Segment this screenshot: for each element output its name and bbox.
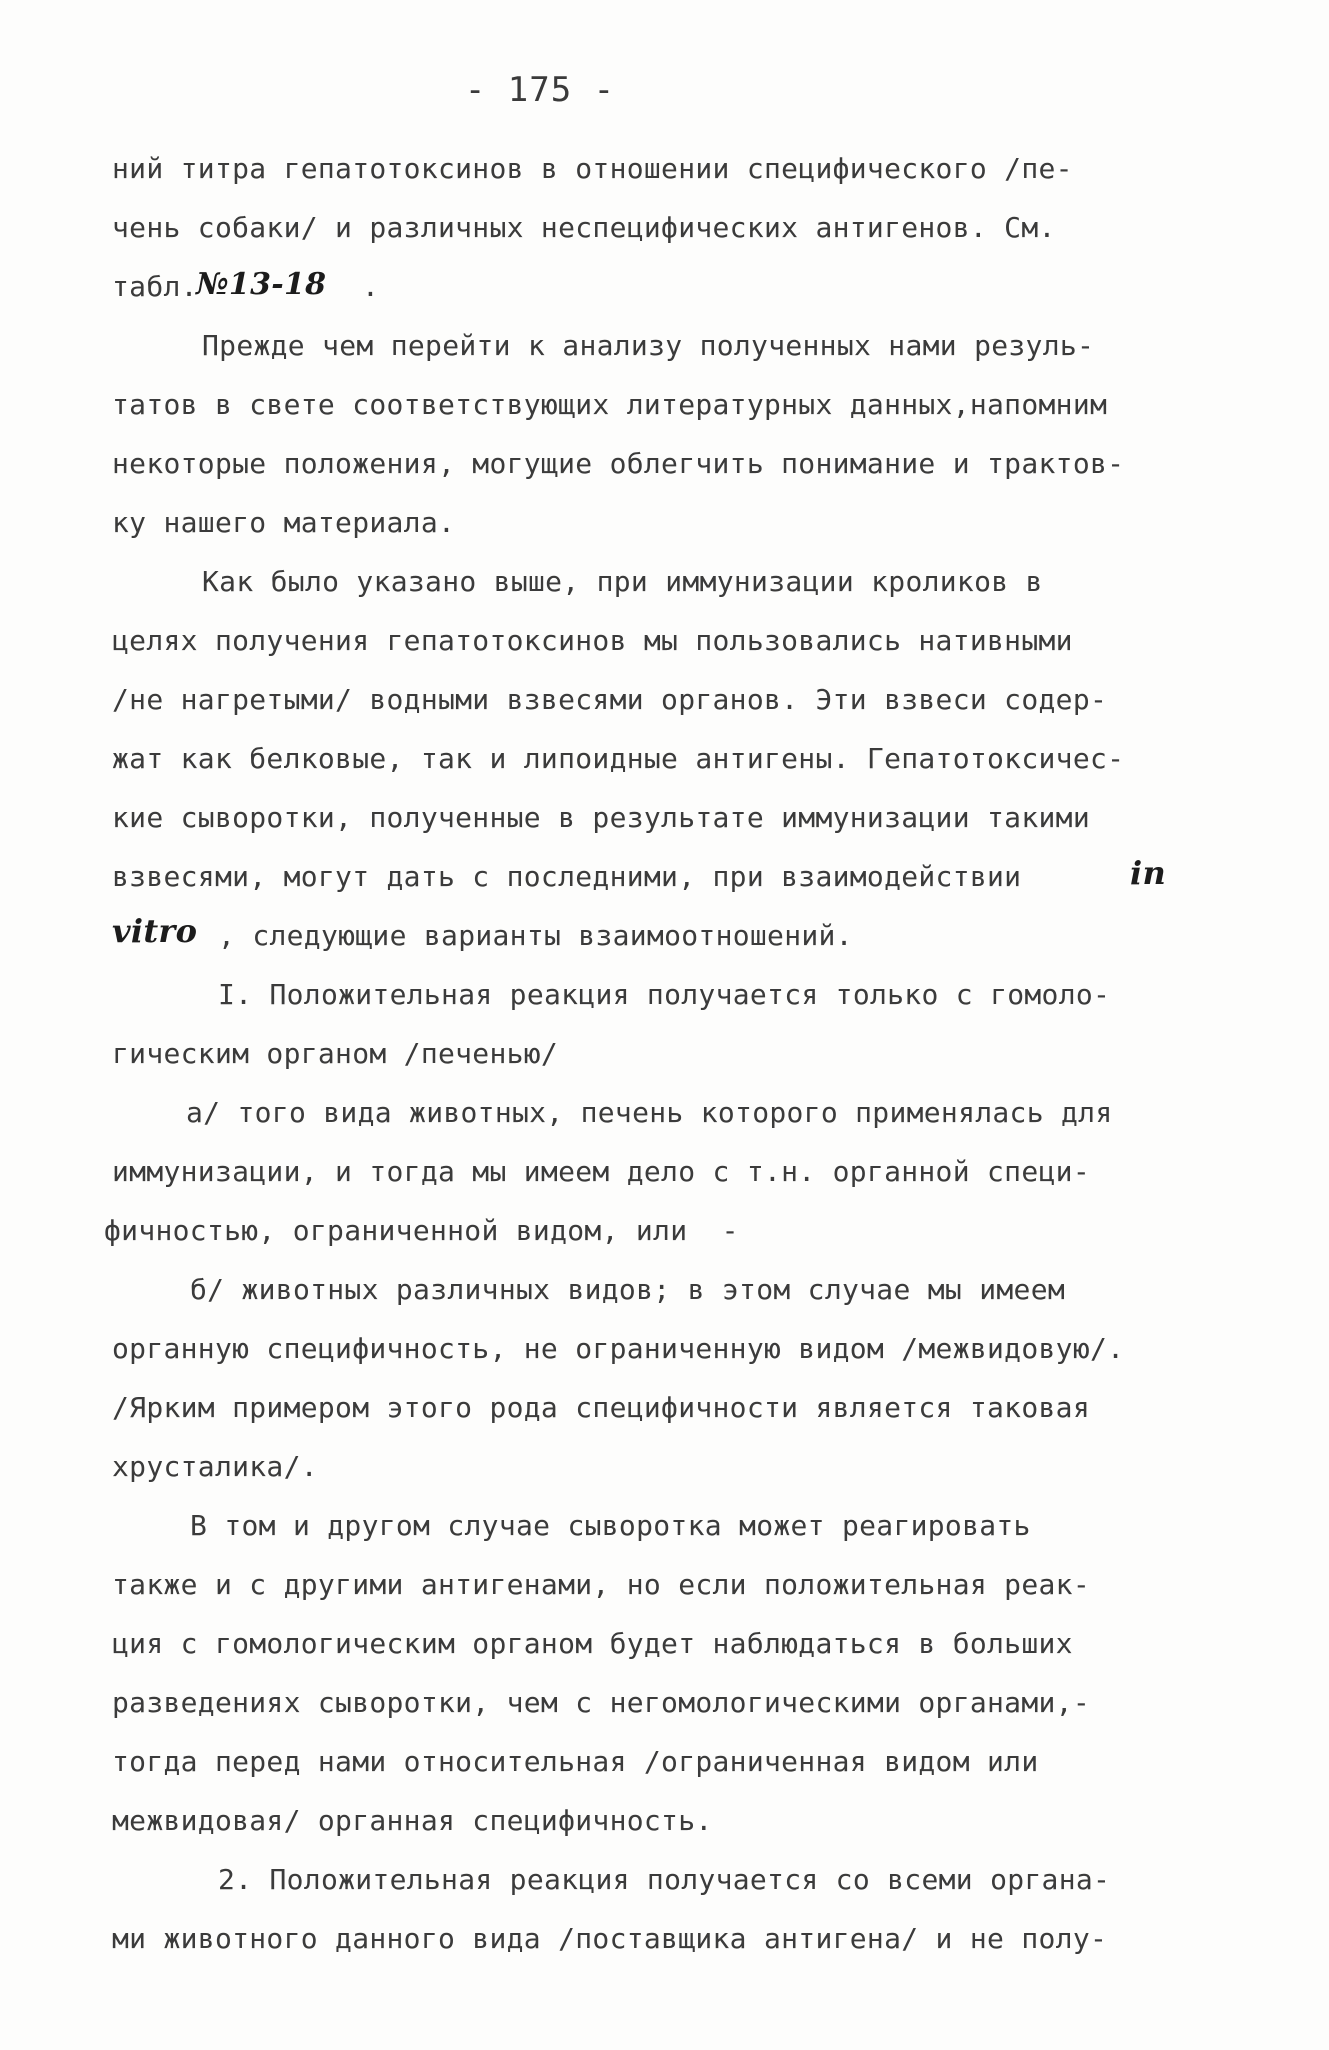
text-line: органную специфичность, не ограниченную видом /межвидовую/. [112, 1332, 1125, 1365]
text-line: Как было указано выше, при иммунизации кроликов в [202, 565, 1043, 598]
text-line: /Ярким примером этого рода специфичности является таковая [112, 1391, 1090, 1424]
page-number: - 175 - [464, 70, 616, 110]
text-line: разведениях сыворотки, чем с негомологическими органами,- [112, 1686, 1090, 1719]
text-line: /не нагретыми/ водными взвесями органов. Эти взвеси содер- [112, 683, 1108, 716]
handwritten-in: in [1130, 854, 1167, 892]
text-line: табл. [112, 270, 198, 303]
handwritten-vitro: vitro [112, 912, 198, 950]
text-line: I. Положительная реакция получается только с гомоло- [218, 978, 1111, 1011]
text-line: гическим органом /печенью/ [112, 1037, 559, 1070]
text-line: ний титра гепатотоксинов в отношении специфического /пе- [112, 152, 1073, 185]
text-line: межвидовая/ органная специфичность. [112, 1804, 713, 1837]
text-line: некоторые положения, могущие облегчить понимание и трактов- [112, 447, 1125, 480]
text-line: жат как белковые, так и липоидные антигены. Гепатотоксичес- [112, 742, 1125, 775]
text-line: а/ того вида животных, печень которого применялась для [186, 1096, 1113, 1129]
text-line: чень собаки/ и различных неспецифических антигенов. См. [112, 211, 1056, 244]
text-line: фичностью, ограниченной видом, или - [104, 1214, 739, 1247]
text-line: . [362, 270, 380, 303]
text-line: тогда перед нами относительная /ограниченная видом или [112, 1745, 1039, 1778]
text-line: целях получения гепатотоксинов мы пользовались нативными [112, 624, 1073, 657]
text-line: также и с другими антигенами, но если положительная реак- [112, 1568, 1090, 1601]
text-line: кие сыворотки, полученные в результате иммунизации такими [112, 801, 1090, 834]
text-line: ми животного данного вида /поставщика антигена/ и не полу- [112, 1922, 1108, 1955]
handwritten-table-numbers: №13-18 [196, 267, 327, 302]
text-line: иммунизации, и тогда мы имеем дело с т.н. органной специ- [112, 1155, 1090, 1188]
text-line: б/ животных различных видов; в этом случае мы имеем [190, 1273, 1066, 1306]
text-line: татов в свете соответствующих литературных данных,напомним [112, 388, 1108, 421]
text-line: ция с гомологическим органом будет наблюдаться в больших [112, 1627, 1073, 1660]
text-line: 2. Положительная реакция получается со всеми органа- [218, 1863, 1111, 1896]
text-line: , следующие варианты взаимоотношений. [218, 919, 853, 952]
text-line: хрусталика/. [112, 1450, 318, 1483]
text-line: Прежде чем перейти к анализу полученных нами резуль- [202, 329, 1095, 362]
text-line: ку нашего материала. [112, 506, 456, 539]
text-line: взвесями, могут дать с последними, при взаимодействии [112, 860, 1022, 893]
text-line: В том и другом случае сыворотка может реагировать [190, 1509, 1031, 1542]
